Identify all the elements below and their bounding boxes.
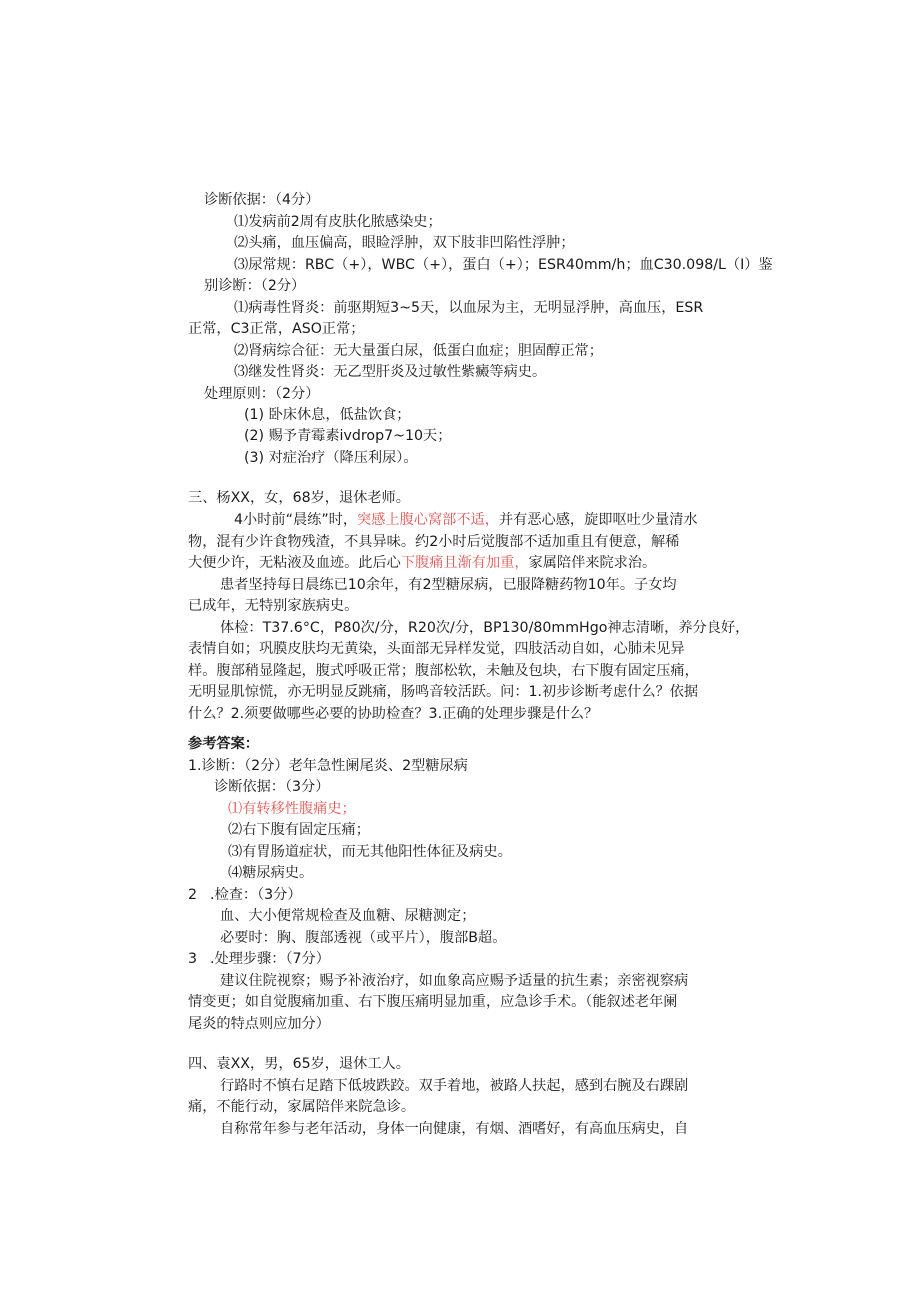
differential-item-3: ⑶继发性肾炎：无乙型肝炎及过敏性紫癜等病史。 — [234, 364, 547, 380]
differential-item-1-cont: 正常，C3正常，ASO正常； — [188, 321, 365, 337]
case3-exam-line4: 无明显肌惊慌，亦无明显反跳痛，肠鸣音较活跃。问：1.初步诊断考虑什么？依据 — [188, 684, 699, 700]
treatment-item-1: (1) 卧床休息，低盐饮食； — [244, 407, 411, 423]
differential-title: 别诊断：（2分） — [204, 278, 306, 294]
case4-heading: 四、袁XX，男，65岁，退休工人。 — [188, 1056, 410, 1072]
answer-exam-item-2: 必要时：胸、腹部透视（或平片），腹部B超。 — [220, 930, 507, 946]
differential-item-1: ⑴病毒性肾炎：前驱期短3~5天，以血尿为主，无明显浮肿，高血压，ESR — [234, 300, 704, 316]
answer-steps-number: 3 — [188, 951, 198, 967]
answer-steps-line2: 情变更；如自觉腹痛加重、右下腹压痛明显加重，应急诊手术。（能叙述老年阑 — [188, 994, 678, 1010]
basis-item-1: ⑴发病前2周有皮肤化脓感染史； — [234, 214, 442, 230]
treatment-item-3: (3) 对症治疗（降压利尿）。 — [244, 450, 418, 466]
highlight-symptom: 突感上腹心窝部不适， — [357, 512, 499, 528]
reference-answer-title: 参考答案： — [188, 736, 259, 752]
answer-exam-title: .检查：（3分） — [210, 887, 302, 903]
answer-steps-line3: 尾炎的特点则应加分） — [188, 1016, 330, 1032]
case3-exam-line2: 表情自如；巩膜皮肤均无黄染，头面部无异样发觉，四肢活动自如，心肺未见异 — [188, 641, 685, 657]
treatment-item-2: (2) 赐予青霉素ivdrop7~10天； — [244, 428, 452, 444]
case3-para2-line2: 已成年，无特别家族病史。 — [188, 598, 359, 614]
differential-item-2: ⑵肾病综合征：无大量蛋白尿，低蛋白血症；胆固醇正常； — [234, 343, 603, 359]
case3-para1-line3: 大便少许，无粘液及血迹。此后心下腹痛且渐有加重，家属陪伴来院求治。 — [188, 555, 657, 571]
answer-basis-title: 诊断依据：（3分） — [214, 779, 330, 795]
highlight-pain: 下腹痛且渐有加重， — [400, 555, 529, 571]
basis-item-2: ⑵头痛，血压偏高，眼睑浮肿，双下肢非凹陷性浮肿； — [234, 235, 575, 251]
answer-exam-item-1: 血、大小便常规检查及血糖、尿糖测定； — [220, 908, 476, 924]
answer-exam-number: 2 — [188, 887, 198, 903]
case3-exam-line1: 体检：T37.6°C，P80次/分，R20次/分，BP130/80mmHgo神志清晰，养分良好， — [220, 620, 750, 636]
case3-heading: 三、杨XX，女，68岁，退休老师。 — [188, 490, 410, 506]
answer-steps-line1: 建议住院视察；赐予补液治疗，如血象高应赐予适量的抗生素；亲密视察病 — [220, 973, 689, 989]
case3-exam-line5: 什么？2.须要做哪些必要的协助检查？3.正确的处理步骤是什么？ — [188, 706, 599, 722]
answer-basis-item-1: ⑴有转移性腹痛史； — [228, 801, 356, 817]
case3-para1-line2: 物，混有少许食物残渣，不具异味。约2小时后觉腹部不适加重且有便意，解稀 — [188, 534, 680, 550]
case3-para1-line1: 4小时前“晨练”时，突感上腹心窝部不适，并有恶心感，旋即呕吐少量清水 — [234, 512, 698, 528]
answer-basis-item-4: ⑷糖尿病史。 — [228, 865, 314, 881]
basis-item-3: ⑶尿常规：RBC（+），WBC（+），蛋白（+）；ESR40mm/h；血C30.098/L（I）鉴 — [234, 257, 773, 273]
answer-steps-title: .处理步骤：（7分） — [210, 951, 330, 967]
diagnosis-basis-title: 诊断依据：（4分） — [204, 192, 320, 208]
treatment-title: 处理原则：（2分） — [204, 386, 320, 402]
case4-line2: 痛，不能行动，家属陪伴来院急诊。 — [188, 1099, 416, 1115]
case4-line1: 行路时不慎右足踏下低坡跌跤。双手着地，被路人扶起，感到右腕及右踝剧 — [220, 1078, 689, 1094]
answer-basis-item-2: ⑵右下腹有固定压痛； — [228, 822, 370, 838]
answer-diagnosis: 1.诊断：（2分）老年急性阑尾炎、2型糖尿病 — [188, 758, 468, 774]
case3-para2-line1: 患者坚持每日晨练已10余年，有2型糖尿病，已服降糖药物10年。子女均 — [220, 577, 677, 593]
case4-line3: 自称常年参与老年活动，身体一向健康，有烟、酒嗜好，有高血压病史，自 — [220, 1121, 689, 1137]
case3-exam-line3: 样。腹部稍显隆起，腹式呼吸正常；腹部松软，未触及包块，右下腹有固定压痛， — [188, 663, 699, 679]
answer-basis-item-3: ⑶有胃肠道症状，而无其他阳性体征及病史。 — [228, 844, 512, 860]
